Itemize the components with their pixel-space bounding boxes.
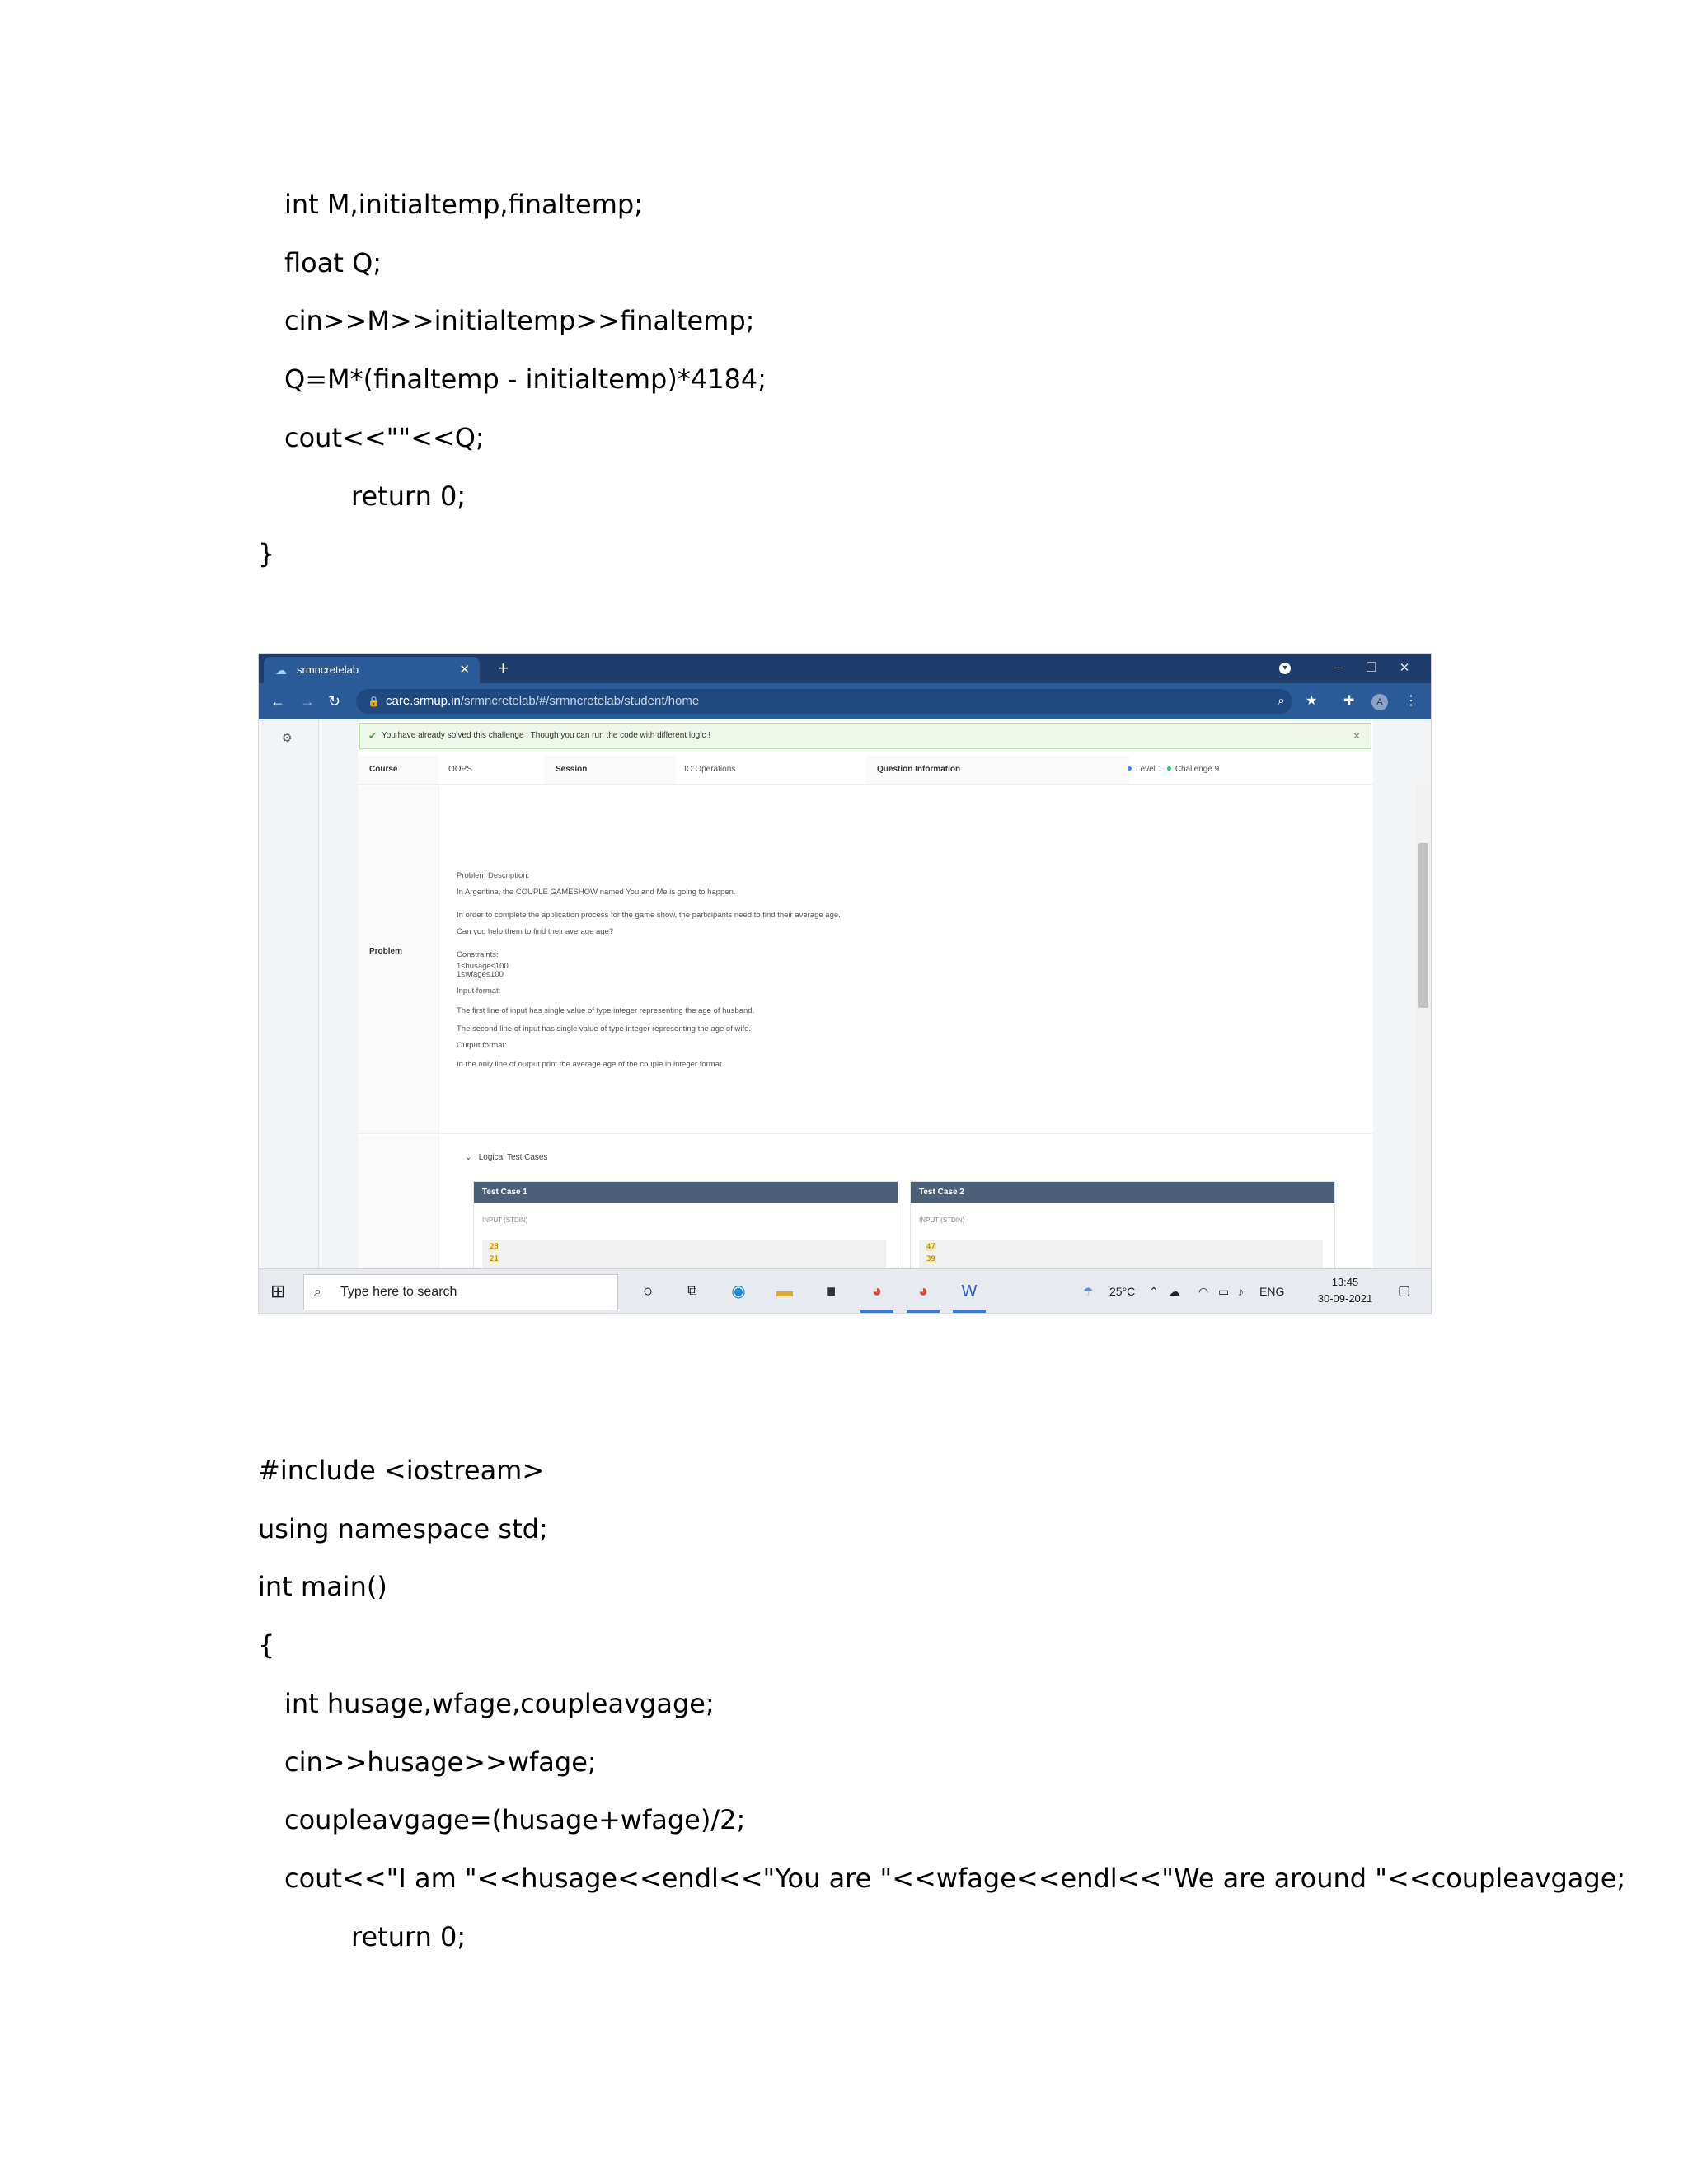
network-icon[interactable]: ☁ xyxy=(1169,1285,1180,1298)
code-line: #include <iostream> xyxy=(258,1455,545,1486)
chevron-up-icon[interactable]: ⌃ xyxy=(1149,1285,1159,1298)
search-icon: ⌕ xyxy=(314,1285,321,1299)
test-label-column xyxy=(358,1135,439,1268)
problem-line: 1≤wfage≤100 xyxy=(457,970,504,979)
main-content xyxy=(358,719,1373,1268)
restore-icon[interactable]: ❐ xyxy=(1366,661,1377,675)
banner-message: You have already solved this challenge ! Though you can run the code with different logic ! xyxy=(382,731,710,740)
chevron-down-icon: ⌄ xyxy=(465,1153,472,1162)
course-value: OOPS xyxy=(448,765,472,774)
test-case-header xyxy=(474,1182,898,1203)
browser-screenshot xyxy=(258,653,1432,1314)
close-tab-icon[interactable]: ✕ xyxy=(459,663,470,677)
problem-line: In order to complete the application process for the game show, the participants need to find their average age. xyxy=(457,911,841,920)
test-case-title: Test Case 2 xyxy=(919,1188,964,1197)
chrome-icon[interactable]: ◕ xyxy=(871,1282,883,1301)
course-label: Course xyxy=(358,756,438,784)
challenge-dot xyxy=(1167,766,1171,771)
chrome-running-indicator xyxy=(860,1310,893,1313)
session-value: IO Operations xyxy=(684,765,736,774)
input-value: 39 xyxy=(926,1255,935,1263)
problem-line: The first line of input has single value of type integer representing the age of husband. xyxy=(457,1006,755,1015)
url-input[interactable] xyxy=(356,689,1292,714)
word-running-indicator xyxy=(953,1310,986,1313)
search-placeholder: Type here to search xyxy=(340,1285,457,1299)
input-box xyxy=(919,1240,1323,1269)
input-label: INPUT (STDIN) xyxy=(482,1216,528,1224)
windows-start-icon[interactable]: ⊞ xyxy=(270,1281,286,1301)
download-icon[interactable]: ▾ xyxy=(1279,663,1291,674)
input-box xyxy=(482,1240,886,1269)
code-line: cout<<""<<Q; xyxy=(284,421,485,453)
problem-line: Problem Description: xyxy=(457,871,530,880)
menu-icon[interactable]: ⋮ xyxy=(1404,694,1418,708)
problem-line: 1≤husage≤100 xyxy=(457,962,509,971)
zoom-icon[interactable]: ⌕ xyxy=(1278,694,1285,708)
test-case-card xyxy=(473,1181,898,1273)
browser-tab[interactable] xyxy=(264,657,480,683)
forward-icon[interactable]: → xyxy=(300,693,315,710)
problem-line: In Argentina, the COUPLE GAMESHOW named You and Me is going to happen. xyxy=(457,888,736,897)
challenge-text: Challenge 9 xyxy=(1175,765,1220,774)
tab-title: srmncretelab xyxy=(297,663,359,676)
task-view-icon[interactable]: ⧉ xyxy=(687,1284,697,1298)
input-value: 28 xyxy=(490,1243,499,1251)
back-icon[interactable]: ← xyxy=(270,693,285,710)
scrollbar-thumb[interactable] xyxy=(1418,843,1428,1008)
problem-label-column xyxy=(358,785,439,1133)
level-text: Level 1 xyxy=(1136,765,1163,774)
reload-icon[interactable]: ↻ xyxy=(328,693,341,710)
problem-line: The second line of input has single value of type integer representing the age of wife. xyxy=(457,1024,752,1033)
code-line: Q=M*(finaltemp - initialtemp)*4184; xyxy=(284,363,767,396)
window-close-icon[interactable]: ✕ xyxy=(1399,661,1410,675)
input-label: INPUT (STDIN) xyxy=(919,1216,965,1224)
chrome-2-running-indicator xyxy=(907,1310,940,1313)
browser-title-bar xyxy=(259,654,1431,683)
lock-icon: 🔒 xyxy=(368,696,380,707)
code-line: int main() xyxy=(258,1571,387,1603)
star-icon[interactable]: ★ xyxy=(1306,694,1318,708)
clock-time: 13:45 xyxy=(1331,1276,1359,1288)
notifications-icon[interactable]: ▢ xyxy=(1398,1284,1411,1298)
code-line: coupleavgage=(husage+wfage)/2; xyxy=(284,1804,746,1836)
session-label: Session xyxy=(544,756,676,784)
left-sidebar xyxy=(259,719,319,1268)
code-line: return 0; xyxy=(351,1920,467,1952)
success-banner xyxy=(359,723,1372,749)
edge-icon[interactable]: ◉ xyxy=(731,1282,746,1301)
test-case-header xyxy=(911,1182,1334,1203)
level-challenge xyxy=(1128,756,1309,784)
gear-icon[interactable]: ⚙ xyxy=(282,731,293,744)
code-line: cin>>husage>>wfage; xyxy=(284,1746,597,1778)
input-value: 47 xyxy=(926,1243,935,1251)
weather-temp[interactable]: 25°C xyxy=(1109,1285,1136,1298)
taskbar xyxy=(259,1268,1431,1314)
weather-icon[interactable]: ☂ xyxy=(1083,1285,1094,1298)
code-line: cin>>M>>initialtemp>>finaltemp; xyxy=(284,305,755,337)
taskbar-search[interactable] xyxy=(303,1274,618,1310)
cortana-icon[interactable]: ○ xyxy=(642,1282,654,1301)
store-icon[interactable]: ■ xyxy=(825,1282,837,1301)
test-cases-toggle[interactable] xyxy=(465,1153,547,1162)
chrome-icon-2[interactable]: ◕ xyxy=(917,1282,929,1301)
code-line: cout<<"I am "<<husage<<endl<<"You are "<<wfage<<endl<<"We are around "<<coupleavgage; xyxy=(284,1862,1626,1894)
minimize-icon[interactable]: ─ xyxy=(1334,661,1343,675)
problem-label: Problem xyxy=(369,947,403,956)
wifi-icon[interactable]: ◠ xyxy=(1198,1285,1209,1298)
word-icon[interactable]: W xyxy=(961,1282,978,1301)
close-banner-icon[interactable]: ✕ xyxy=(1352,730,1361,742)
web-page xyxy=(259,719,1431,1268)
volume-icon[interactable]: ♪ xyxy=(1238,1285,1244,1298)
address-bar-row xyxy=(259,683,1431,719)
code-line: float Q; xyxy=(284,246,382,279)
code-line: return 0; xyxy=(351,480,467,512)
input-value: 21 xyxy=(490,1255,499,1263)
problem-line: In the only line of output print the average age of the couple in integer format. xyxy=(457,1060,724,1069)
clock-date: 30-09-2021 xyxy=(1317,1292,1373,1305)
code-line: int husage,wfage,coupleavgage; xyxy=(284,1687,715,1719)
check-icon: ✔ xyxy=(368,730,377,742)
new-tab-icon[interactable]: + xyxy=(498,658,509,678)
file-explorer-icon[interactable]: ▬ xyxy=(776,1282,793,1301)
test-case-card xyxy=(910,1181,1335,1273)
clock[interactable] xyxy=(1312,1274,1378,1307)
code-line: { xyxy=(258,1629,275,1661)
avatar[interactable]: A xyxy=(1372,694,1388,710)
problem-line: Input format: xyxy=(457,987,501,996)
code-line: using namespace std; xyxy=(258,1512,548,1544)
extensions-icon[interactable]: ✚ xyxy=(1343,694,1355,708)
question-info-label: Question Information xyxy=(865,756,1129,784)
scrollbar[interactable] xyxy=(1416,785,1431,1314)
problem-line: Can you help them to find their average age? xyxy=(457,927,614,936)
level-dot xyxy=(1128,766,1132,771)
language-indicator[interactable]: ENG xyxy=(1259,1285,1285,1298)
test-cases-section xyxy=(358,1135,1373,1268)
problem-section xyxy=(358,785,1373,1134)
battery-icon[interactable]: ▭ xyxy=(1218,1285,1230,1298)
question-info-row xyxy=(358,756,1373,785)
code-line: int M,initialtemp,finaltemp; xyxy=(284,189,643,220)
code-line: } xyxy=(258,538,275,570)
problem-line: Output format: xyxy=(457,1041,507,1050)
test-cases-header: Logical Test Cases xyxy=(478,1153,548,1162)
test-case-title: Test Case 1 xyxy=(482,1188,528,1197)
url-text: care.srmup.in/srmncretelab/#/srmncretelab/student/home xyxy=(386,694,700,708)
problem-line: Constraints: xyxy=(457,950,499,959)
cloud-icon: ☁ xyxy=(275,663,287,677)
